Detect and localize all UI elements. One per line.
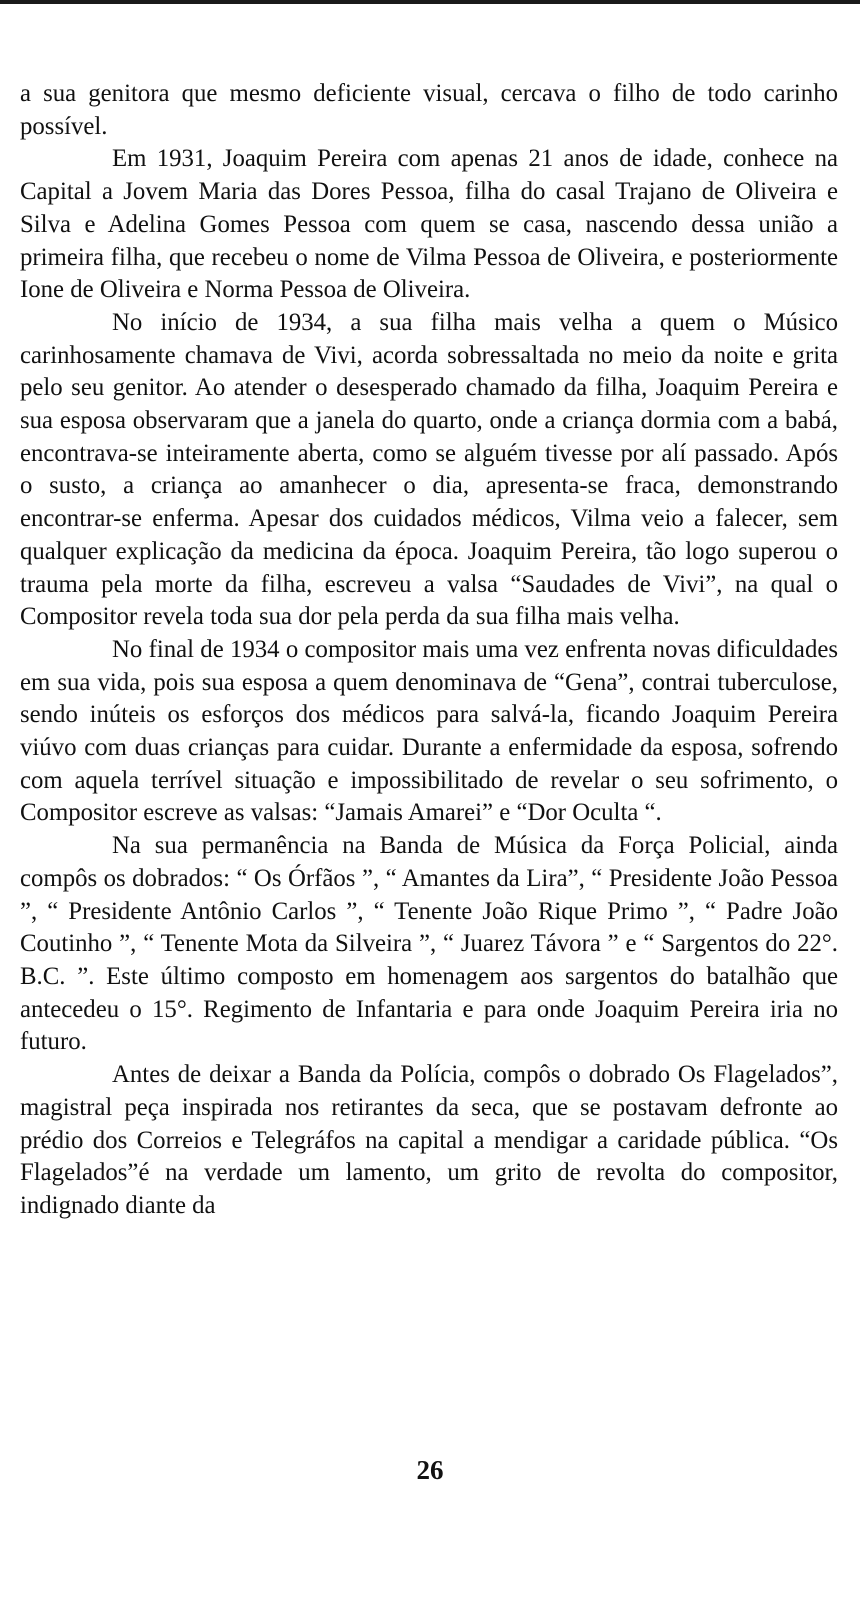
page-number: 26 [416,1455,444,1485]
page-body [20,78,838,1223]
paragraph-continuation: a sua genitora que mesmo deficiente visual, cercava o filho de todo carinho possível. [20,80,838,140]
paragraph-police-band-dobrados: Na sua permanência na Banda de Música da Força Policial, ainda compôs os dobrados: “ Os Órfãos ”, “ Amantes da Lira”, “ Presidente João Pessoa ”, “ Presidente Antônio Carlos ”, “ Tenente João Rique Primo ”, “ Padre João Coutinho ”, “ Tenente Mota da Silveira ”, “ Juarez Távora ” e “ Sargentos do 22°. B.C. ”. Este último composto em homenagem aos sargentos do batalhão que antecedeu o 15°. Regimento de Infantaria e para onde Joaquim Pereira iria no futuro. [20,832,838,1056]
paragraph-marriage-1931: Em 1931, Joaquim Pereira com apenas 21 anos de idade, conhece na Capital a Jovem Maria das Dores Pessoa, filha do casal Trajano de Oliveira e Silva e Adelina Gomes Pessoa com quem se casa, nascendo dessa união a primeira filha, que recebeu o nome de Vilma Pessoa de Oliveira, e posteriormente Ione de Oliveira e Norma Pessoa de Oliveira. [20,145,838,304]
paragraph-daughter-vivi: No início de 1934, a sua filha mais velha a quem o Músico carinhosamente chamava de Vivi, acorda sobressaltada no meio da noite e grita pelo seu genitor. Ao atender o desesperado chamado da filha, Joaquim Pereira e sua esposa observaram que a janela do quarto, onde a criança dormia com a babá, encontrava-se inteiramente aberta, como se alguém tivesse por alí passado. Após o susto, a criança ao amanhecer o dia, apresenta-se fraca, demonstrando encontrar-se enferma. Apesar dos cuidados médicos, Vilma veio a falecer, sem qualquer explicação da medicina da época. Joaquim Pereira, tão logo superou o trauma pela morte da filha, escreveu a valsa “Saudades de Vivi”, na qual o Compositor revela toda sua dor pela perda da sua filha mais velha. [20,308,838,631]
top-border-line [0,0,860,4]
paragraph-wife-gena: No final de 1934 o compositor mais uma vez enfrenta novas dificuldades em sua vida, pois sua esposa a quem denominava de “Gena”, contrai tuberculose, sendo inúteis os esforços dos médicos para salvá-la, ficando Joaquim Pereira viúvo com duas crianças para cuidar. Durante a enfermidade da esposa, sofrendo com aquela terrível situação e impossibilitado de revelar o seu sofrimento, o Compositor escreve as valsas: “Jamais Amarei” e “Dor Oculta “. [20,635,838,827]
paragraph-os-flagelados: Antes de deixar a Banda da Polícia, compôs o dobrado Os Flagelados”, magistral peça inspirada nos retirantes da seca, que se postavam defronte ao prédio dos Correios e Telegráfos na capital a mendigar a caridade pública. “Os Flagelados”é na verdade um lamento, um grito de revolta do compositor, indignado diante da [20,1061,838,1219]
